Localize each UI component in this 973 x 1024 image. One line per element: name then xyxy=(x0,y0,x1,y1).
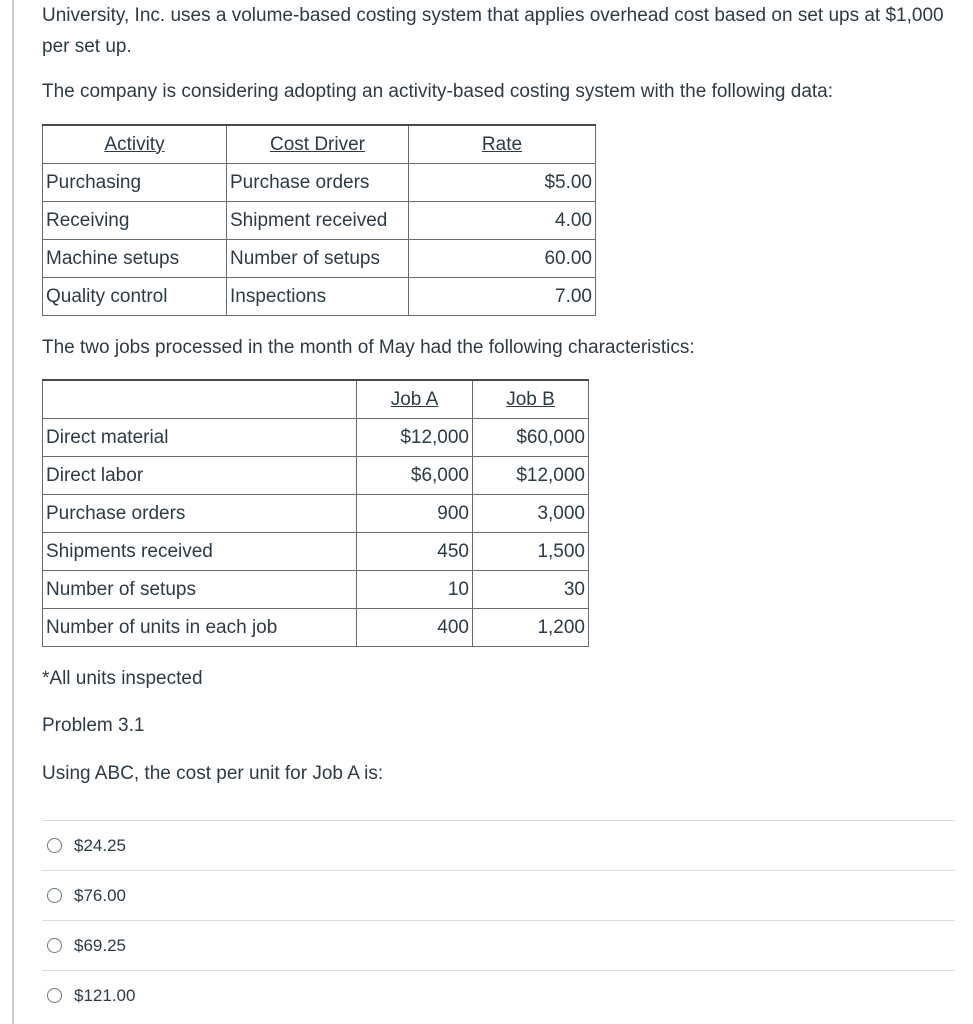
table-row xyxy=(43,457,589,495)
job-b-header: Job B xyxy=(473,380,589,419)
item-cell: Purchase orders xyxy=(43,495,357,533)
activity-cell: Machine setups xyxy=(43,240,227,278)
job-b-cell: $60,000 xyxy=(473,419,589,457)
answer-label: $69.25 xyxy=(74,935,126,955)
job-a-cell: $6,000 xyxy=(357,457,473,495)
empty-header-cell xyxy=(43,380,357,419)
job-a-cell: 10 xyxy=(357,571,473,609)
answer-label: $121.00 xyxy=(74,985,136,1005)
rate-cell: 60.00 xyxy=(409,240,596,278)
answer-list xyxy=(42,820,955,1020)
activity-cell: Receiving xyxy=(43,202,227,240)
job-b-cell: 30 xyxy=(473,571,589,609)
activity-header: Activity xyxy=(43,125,227,164)
left-border xyxy=(12,0,14,1024)
job-b-cell: 1,200 xyxy=(473,609,589,647)
job-a-header: Job A xyxy=(357,380,473,419)
answer-label: $76.00 xyxy=(74,885,126,905)
item-cell: Shipments received xyxy=(43,533,357,571)
job-b-cell: $12,000 xyxy=(473,457,589,495)
answer-option[interactable] xyxy=(42,820,955,870)
table-row xyxy=(43,419,589,457)
cost-driver-cell: Purchase orders xyxy=(227,164,409,202)
activity-table xyxy=(42,124,596,316)
table-row xyxy=(43,240,596,278)
radio-button[interactable] xyxy=(47,888,62,903)
table-row xyxy=(43,533,589,571)
cost-driver-header: Cost Driver xyxy=(227,125,409,164)
item-cell: Direct labor xyxy=(43,457,357,495)
activity-cell: Purchasing xyxy=(43,164,227,202)
table-row xyxy=(43,495,589,533)
job-a-cell: 900 xyxy=(357,495,473,533)
job-b-cell: 1,500 xyxy=(473,533,589,571)
table-row xyxy=(43,164,596,202)
rate-cell: $5.00 xyxy=(409,164,596,202)
question-intro: University, Inc. uses a volume-based costing system that applies overhead cost based on set ups at $1,000 per set up. xyxy=(42,5,944,57)
radio-button[interactable] xyxy=(47,938,62,953)
radio-button[interactable] xyxy=(47,838,62,853)
rate-cell: 7.00 xyxy=(409,278,596,316)
job-a-cell: $12,000 xyxy=(357,419,473,457)
job-a-cell: 450 xyxy=(357,533,473,571)
rate-cell: 4.00 xyxy=(409,202,596,240)
answer-label: $24.25 xyxy=(74,835,126,855)
cost-driver-cell: Inspections xyxy=(227,278,409,316)
answer-option[interactable] xyxy=(42,920,955,970)
question-prompt: Using ABC, the cost per unit for Job A is: xyxy=(42,763,384,784)
problem-label: Problem 3.1 xyxy=(42,715,145,736)
abc-intro-text: The company is considering adopting an activity-based costing system with the following data: xyxy=(42,81,834,102)
item-cell: Direct material xyxy=(43,419,357,457)
table-row xyxy=(43,609,589,647)
jobs-table-header xyxy=(43,380,589,419)
radio-button[interactable] xyxy=(47,988,62,1003)
activity-cell: Quality control xyxy=(43,278,227,316)
activity-table-header xyxy=(43,125,596,164)
jobs-table xyxy=(42,379,589,647)
answer-option[interactable] xyxy=(42,870,955,920)
rate-header: Rate xyxy=(409,125,596,164)
cost-driver-cell: Shipment received xyxy=(227,202,409,240)
table-row xyxy=(43,571,589,609)
table-row xyxy=(43,278,596,316)
answer-option[interactable] xyxy=(42,970,955,1020)
jobs-intro-text: The two jobs processed in the month of May had the following characteristics: xyxy=(42,337,695,358)
item-cell: Number of units in each job xyxy=(43,609,357,647)
footnote: *All units inspected xyxy=(42,668,203,689)
cost-driver-cell: Number of setups xyxy=(227,240,409,278)
table-row xyxy=(43,202,596,240)
item-cell: Number of setups xyxy=(43,571,357,609)
job-b-cell: 3,000 xyxy=(473,495,589,533)
job-a-cell: 400 xyxy=(357,609,473,647)
